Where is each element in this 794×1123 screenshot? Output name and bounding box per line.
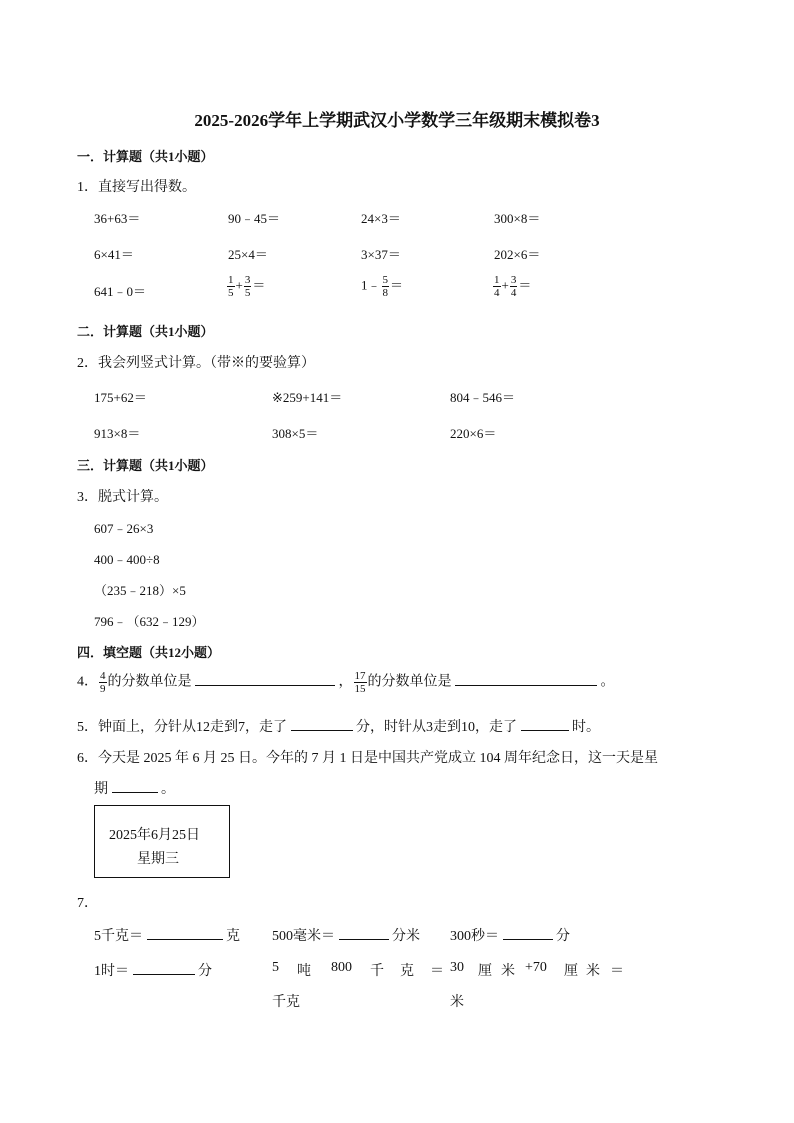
question-5 <box>77 716 600 736</box>
answer-blank[interactable] <box>133 962 195 975</box>
q3-item: 796﹣（632﹣129） <box>94 614 205 629</box>
numerator: 3 <box>244 274 251 286</box>
operator: + <box>501 277 509 293</box>
unit-label: 分 <box>556 929 570 944</box>
numerator: 3 <box>510 274 517 286</box>
q1-item: 300×8＝ <box>494 211 541 226</box>
q1-fraction-expression <box>226 274 265 299</box>
answer-blank[interactable] <box>339 927 389 940</box>
q7-token: ＝ <box>430 964 444 979</box>
question-7-number: 7． <box>77 896 98 911</box>
q3-item: 400﹣400÷8 <box>94 552 160 567</box>
q7-token: 克 <box>400 964 414 979</box>
denominator: 5 <box>228 287 234 299</box>
answer-blank[interactable] <box>147 927 223 940</box>
answer-blank[interactable] <box>503 927 553 940</box>
q1-item: 24×3＝ <box>361 211 401 226</box>
question-text: 5千克＝ <box>94 929 143 944</box>
denominator: 5 <box>244 287 251 299</box>
date-box-weekday: 星期三 <box>137 852 179 867</box>
numerator: 17 <box>354 670 366 682</box>
unit-label: 分米 <box>392 929 420 944</box>
question-text: 1时＝ <box>94 964 129 979</box>
question-end: 。 <box>161 782 175 797</box>
question-6-line-1: 6．今天是 2025 年 6 月 25 日。今年的 7 月 1 日是中国共产党成立 104 周年纪念日，这一天是星 <box>77 751 658 766</box>
q7-token: 米 <box>586 964 600 979</box>
q7-token: 800 <box>331 960 352 975</box>
q7-token: 30 <box>450 960 464 975</box>
denominator: 8 <box>382 287 389 299</box>
answer-blank[interactable] <box>112 780 158 793</box>
q1-item: 3×37＝ <box>361 247 401 262</box>
denominator: 9 <box>100 683 106 695</box>
q2-item: ※259+141＝ <box>272 390 343 405</box>
equals-sign: ＝ <box>252 277 266 293</box>
numerator: 1 <box>494 274 500 286</box>
fraction <box>99 670 107 695</box>
question-text: 分，时针从3走到10，走了 <box>356 720 517 735</box>
q7-token: +70 <box>525 960 547 975</box>
equals-sign: ＝ <box>518 277 532 293</box>
question-text: 300秒＝ <box>450 929 499 944</box>
question-6-line-2 <box>94 778 175 798</box>
q2-item: 804﹣546＝ <box>450 390 516 405</box>
q7-unit-line: 米 <box>450 995 464 1010</box>
q7-token: 米 <box>501 964 515 979</box>
numerator: 4 <box>100 670 106 682</box>
q7-token: 千 <box>370 964 384 979</box>
denominator: 4 <box>494 287 500 299</box>
unit-label: 分 <box>198 964 212 979</box>
operator: + <box>235 277 243 293</box>
section-heading-2: 二．计算题（共1小题） <box>77 324 214 339</box>
q7-token: 5 <box>272 960 279 975</box>
question-text: 的分数单位是 <box>107 674 192 690</box>
q3-item: 607﹣26×3 <box>94 521 154 536</box>
question-end: 。 <box>600 674 615 690</box>
question-text: 500毫米＝ <box>272 929 335 944</box>
q7-item <box>94 960 212 980</box>
question-3-prompt: 3．脱式计算。 <box>77 490 168 505</box>
operand: 1﹣ <box>361 277 381 293</box>
question-text: 期 <box>94 782 108 797</box>
q7-item <box>272 925 420 945</box>
question-2-prompt: 2．我会列竖式计算。（带※的要验算） <box>77 356 315 371</box>
date-box <box>94 805 230 878</box>
q1-item: 641﹣0＝ <box>94 284 147 299</box>
page-title: 2025-2026学年上学期武汉小学数学三年级期末模拟卷3 <box>194 111 600 130</box>
q1-fraction-expression <box>361 274 403 299</box>
q1-item: 36+63＝ <box>94 211 141 226</box>
numerator: 5 <box>382 274 389 286</box>
date-box-date: 2025年6月25日 <box>109 828 200 843</box>
denominator: 4 <box>510 287 517 299</box>
q7-item <box>94 925 240 945</box>
question-text: 的分数单位是 <box>367 674 452 690</box>
q2-item: 220×6＝ <box>450 426 497 441</box>
answer-blank[interactable] <box>291 718 353 731</box>
q2-item: 308×5＝ <box>272 426 319 441</box>
q7-token: 吨 <box>297 964 311 979</box>
q1-item: 202×6＝ <box>494 247 541 262</box>
answer-blank[interactable] <box>195 673 335 686</box>
question-1-prompt: 1．直接写出得数。 <box>77 180 196 195</box>
section-heading-1: 一．计算题（共1小题） <box>77 149 214 164</box>
denominator: 15 <box>354 683 366 695</box>
question-text: 5．钟面上，分针从12走到7，走了 <box>77 720 287 735</box>
q1-item: 90﹣45＝ <box>228 211 281 226</box>
fraction <box>493 274 501 299</box>
fraction <box>510 274 518 299</box>
question-number: 4． <box>77 674 98 690</box>
fraction <box>354 670 367 695</box>
fraction <box>382 274 390 299</box>
q2-item: 175+62＝ <box>94 390 147 405</box>
equals-sign: ＝ <box>390 277 404 293</box>
q1-fraction-expression <box>492 274 531 299</box>
q1-item: 25×4＝ <box>228 247 268 262</box>
question-text: 时。 <box>572 720 600 735</box>
separator: ， <box>338 674 353 690</box>
q2-item: 913×8＝ <box>94 426 141 441</box>
q7-token: 厘 <box>478 964 492 979</box>
answer-blank[interactable] <box>521 718 569 731</box>
q7-token: ＝ <box>610 964 624 979</box>
q7-unit-line: 千克 <box>272 995 300 1010</box>
fraction <box>227 274 235 299</box>
section-heading-3: 三．计算题（共1小题） <box>77 458 214 473</box>
answer-blank[interactable] <box>455 673 597 686</box>
numerator: 1 <box>228 274 234 286</box>
q7-token: 厘 <box>564 964 578 979</box>
question-4 <box>77 670 615 695</box>
fraction <box>244 274 252 299</box>
section-heading-4: 四．填空题（共12小题） <box>77 645 221 660</box>
unit-label: 克 <box>226 929 240 944</box>
q7-item <box>450 925 570 945</box>
q1-item: 6×41＝ <box>94 247 134 262</box>
q3-item: （235﹣218）×5 <box>94 583 186 598</box>
